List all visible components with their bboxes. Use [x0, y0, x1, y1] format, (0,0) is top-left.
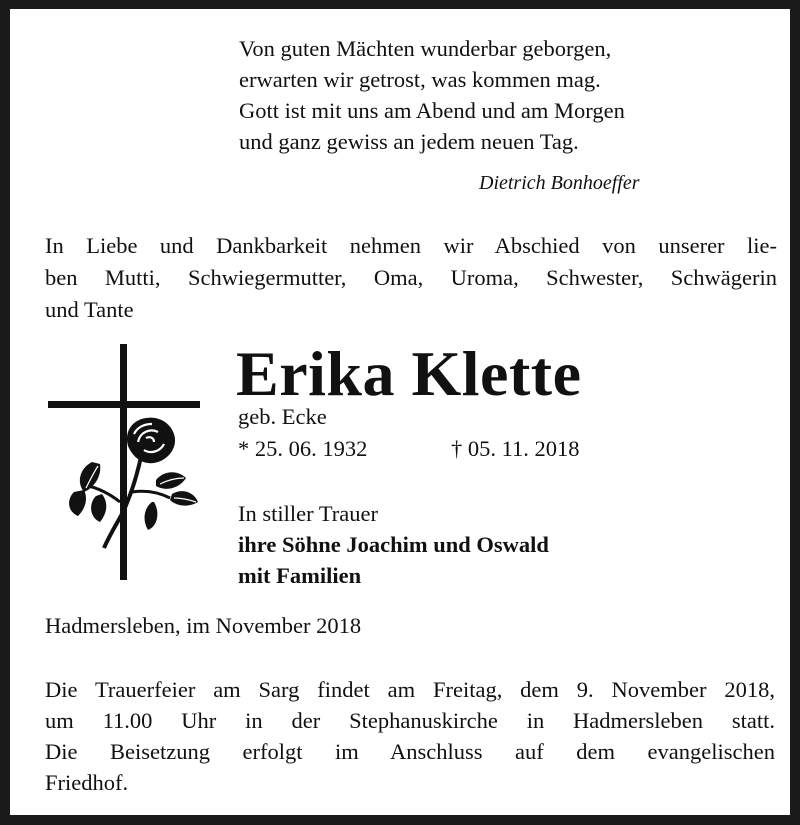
- intro-line: und Tante: [45, 297, 134, 322]
- mourners-line: ihre Söhne Joachim und Oswald: [238, 532, 549, 557]
- intro-line: ben Mutti, Schwiegermutter, Oma, Uroma, Schwester, Schwägerin: [45, 265, 777, 290]
- mourners: [238, 498, 549, 591]
- funeral-line: Die Trauerfeier am Sarg findet am Freitag, dem 9. November 2018,: [45, 677, 775, 702]
- poem: [239, 33, 625, 157]
- funeral-info: [45, 674, 775, 798]
- funeral-line: Die Beisetzung erfolgt im Anschluss auf dem evangelischen: [45, 739, 775, 764]
- cross-with-rose-icon: [46, 342, 206, 582]
- place-date: Hadmersleben, im November 2018: [45, 613, 362, 638]
- death-date: † 05. 11. 2018: [451, 436, 580, 461]
- poem-line: Gott ist mit uns am Abend und am Morgen: [239, 98, 625, 123]
- mourners-line: mit Familien: [238, 563, 362, 588]
- poem-line: und ganz gewiss an jedem neuen Tag.: [239, 129, 579, 154]
- funeral-line: um 11.00 Uhr in der Stephanuskirche in Hadmersleben statt.: [45, 708, 775, 733]
- birth-date: * 25. 06. 1932: [238, 436, 368, 461]
- maiden-name: geb. Ecke: [238, 404, 327, 429]
- poem-author: Dietrich Bonhoeffer: [479, 172, 640, 194]
- funeral-line: Friedhof.: [45, 770, 129, 795]
- intro-line: In Liebe und Dankbarkeit nehmen wir Abschied von unserer lie-: [45, 233, 777, 258]
- poem-line: Von guten Mächten wunderbar geborgen,: [239, 36, 612, 61]
- deceased-name: Erika Klette: [236, 338, 582, 409]
- poem-line: erwarten wir getrost, was kommen mag.: [239, 67, 601, 92]
- intro-text: [45, 230, 777, 326]
- mourners-intro: In stiller Trauer: [238, 501, 378, 526]
